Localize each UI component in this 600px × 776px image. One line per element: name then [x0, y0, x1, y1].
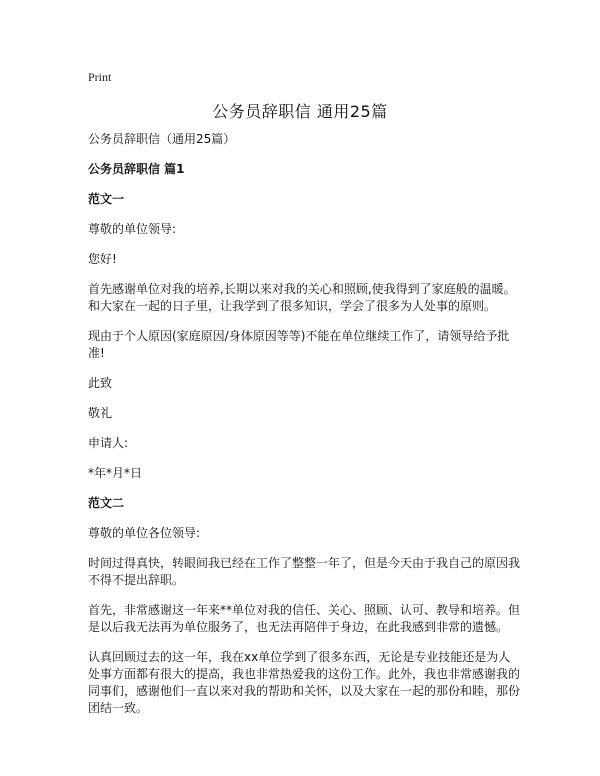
section-heading: 公务员辞职信 篇1 [88, 162, 185, 176]
fanwen1-greeting: 您好! [88, 252, 117, 266]
fanwen1-closing-2: 敬礼 [88, 406, 113, 420]
page-title: 公务员辞职信 通用25篇 [212, 102, 388, 121]
fanwen1-paragraph-2: 现由于个人原因(家庭原因/身体原因等等)不能在单位继续工作了，请领导给予批准! [88, 329, 510, 360]
fanwen1-applicant: 申请人: [88, 436, 129, 450]
fanwen1-closing-1: 此致 [88, 376, 113, 390]
fanwen2-heading: 范文二 [88, 496, 125, 510]
fanwen2-paragraph-2: 首先，非常感谢这一年来**单位对我的信任、关心、照顾、认可、教导和培养。但是以后我无法再为单位服务了，也无法再陪伴于身边，在此我感到非常的遗憾。 [88, 603, 521, 634]
fanwen2-paragraph-3: 认真回顾过去的这一年，我在xx单位学到了很多东西，无论是专业技能还是为人处事方面都有很大的提高，我也非常热爱我的这份工作。此外，我也非常感谢我的同事们，感谢他们一直以来对我的帮助和关怀，以及大家在一起的那份和睦，那份团结一致。 [88, 650, 521, 715]
fanwen1-paragraph-1: 首先感谢单位对我的培养,长期以来对我的关心和照顾,使我得到了家庭般的温暖。和大家在一起的日子里，让我学到了很多知识，学会了很多为人处事的原则。 [88, 282, 516, 313]
fanwen1-heading: 范文一 [88, 192, 125, 206]
print-label: Print [88, 70, 112, 84]
fanwen2-salutation: 尊敬的单位各位领导: [88, 526, 201, 540]
fanwen2-paragraph-1: 时间过得真快，转眼间我已经在工作了整整一年了，但是今天由于我自己的原因我不得不提出辞职。 [88, 556, 521, 587]
fanwen1-date: *年*月*日 [88, 466, 143, 480]
document-subtitle: 公务员辞职信（通用25篇） [88, 132, 236, 146]
document-body [88, 131, 520, 730]
fanwen1-salutation: 尊敬的单位领导: [88, 222, 177, 236]
